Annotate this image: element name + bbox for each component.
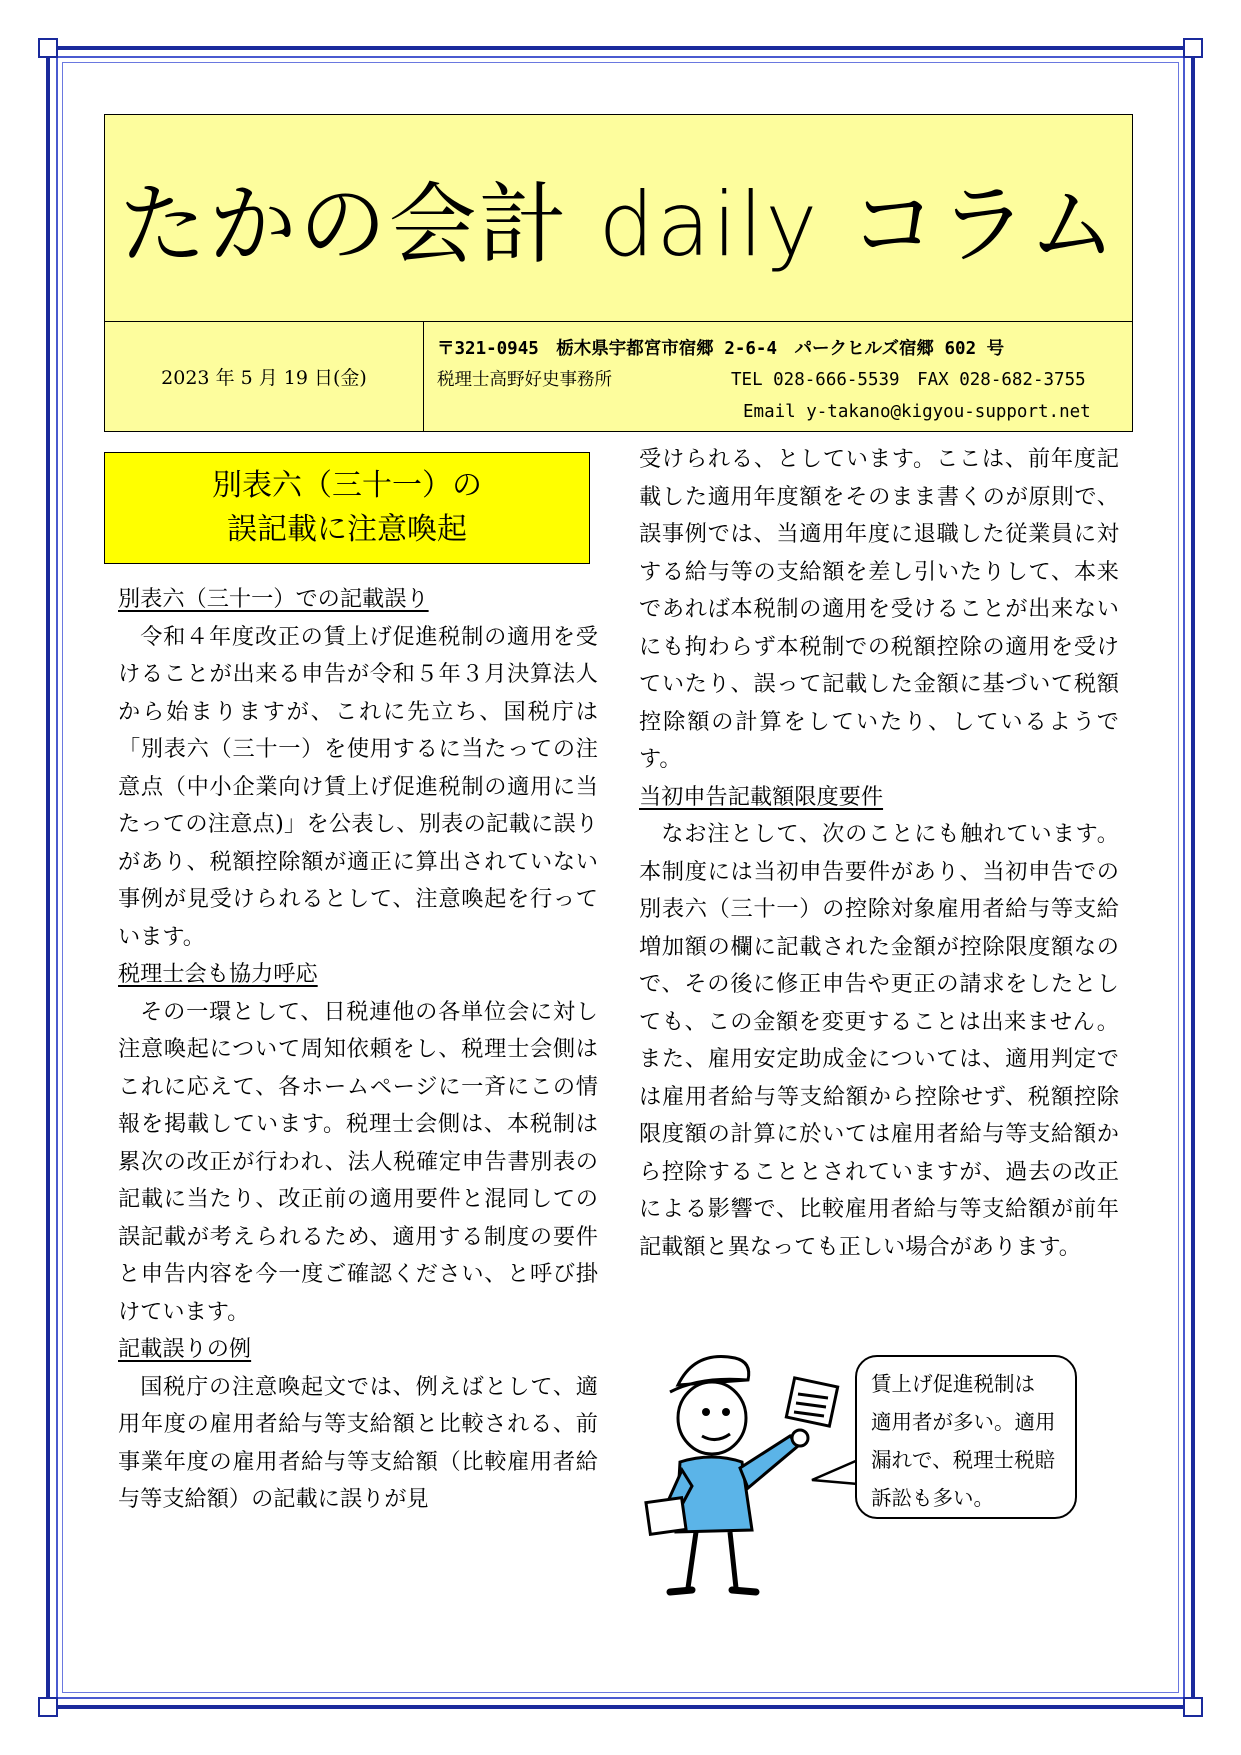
- section-body: なお注として、次のことにも触れています。本制度には当初申告要件があり、当初申告での別表六（三十一）の控除対象雇用者給与等支給増加額の欄に記載された金額が控除限度額なので、その後に修正申告や更正の請求をしたとしても、この金額を変更することは出来ません。また、雇用安定助成金については、適用判定では雇用者給与等支給額から控除せず、税額控除限度額の計算に於いては雇用者給与等支給額から控除することとされていますが、過去の改正による影響で、比較雇用者給与等支給額が前年記載額と異なっても正しい場合があります。: [639, 821, 1119, 1260]
- column-title: たかの会計 daily コラム: [105, 115, 1132, 322]
- section-body-continued: 受けられる、としています。ここは、前年度記載した適用年度額をそのまま書くのが原則で、誤事例では、当適用年度に退職した従業員に対する給与等の支給額を差し引いたりして、本来であれば本税制の適用を受けることが出来ないにも拘わらず本税制での税額控除の適用を受けていたり、誤って記載した金額に基づいて税額控除額の計算をしていたり、しているようです。: [639, 446, 1119, 772]
- issue-date: 2023 年 5 月 19 日(金): [105, 321, 424, 431]
- speech-bubble-tail: [810, 1458, 860, 1488]
- corner-ornament: [1183, 1697, 1203, 1717]
- bubble-line: 訴訟も多い。: [871, 1486, 994, 1510]
- contact-block: [423, 321, 1131, 431]
- masthead: [104, 114, 1133, 432]
- topic-line-1: 別表六（三十一）の: [212, 468, 482, 503]
- section-body: 令和４年度改正の賃上げ促進税制の適用を受けることが出来る申告が令和５年３月決算法人から始まりますが、これに先立ち、国税庁は「別表六（三十一）を使用するに当たっての注意点（中小企業向け賃上げ促進税制の適用に当たっての注意点)」を公表し、別表の記載に誤りがあり、税額控除額が適正に算出されていない事例が見受けられるとして、注意喚起を行っています。: [118, 623, 598, 950]
- section-heading: 別表六（三十一）での記載誤り: [118, 586, 429, 612]
- section-heading: 税理士会も協力呼応: [118, 961, 318, 987]
- left-column: [118, 581, 598, 1519]
- topic-box: [104, 452, 590, 564]
- corner-ornament: [38, 38, 58, 58]
- phone-fax: TEL 028-666-5539 FAX 028-682-3755: [731, 370, 1086, 390]
- section-heading: 記載誤りの例: [118, 1336, 252, 1362]
- address: 〒321-0945 栃木県宇都宮市宿郷 2-6-4 パークヒルズ宿郷 602 号: [437, 339, 1005, 359]
- topic-line-2: 誤記載に注意喚起: [227, 512, 467, 547]
- office-name: 税理士高野好史事務所: [437, 370, 612, 390]
- email: Email y-takano@kigyou-support.net: [743, 402, 1091, 422]
- bubble-line: 漏れで、税理士税賠: [871, 1448, 1056, 1472]
- speech-bubble: [855, 1355, 1077, 1519]
- section-body: 国税庁の注意喚起文では、例えばとして、適用年度の雇用者給与等支給額と比較される、前事業年度の雇用者給与等支給額（比較雇用者給与等支給額）の記載に誤りが見: [118, 1373, 598, 1512]
- section-heading: 当初申告記載額限度要件: [639, 783, 884, 810]
- bubble-line: 適用者が多い。適用: [871, 1410, 1056, 1434]
- section-body: その一環として、日税連他の各単位会に対し注意喚起について周知依頼をし、税理士会側はこれに応えて、各ホームページに一斉にこの情報を掲載しています。税理士会側は、本税制は累次の改正が行われ、法人税確定申告書別表の記載に当たり、改正前の適用要件と混同しての誤記載が考えられるため、適用する制度の要件と申告内容を今一度ご確認ください、と呼び掛けています。: [118, 998, 598, 1325]
- right-column: [639, 441, 1119, 1266]
- corner-ornament: [38, 1697, 58, 1717]
- corner-ornament: [1183, 38, 1203, 58]
- bubble-line: 賃上げ促進税制は: [871, 1372, 1035, 1396]
